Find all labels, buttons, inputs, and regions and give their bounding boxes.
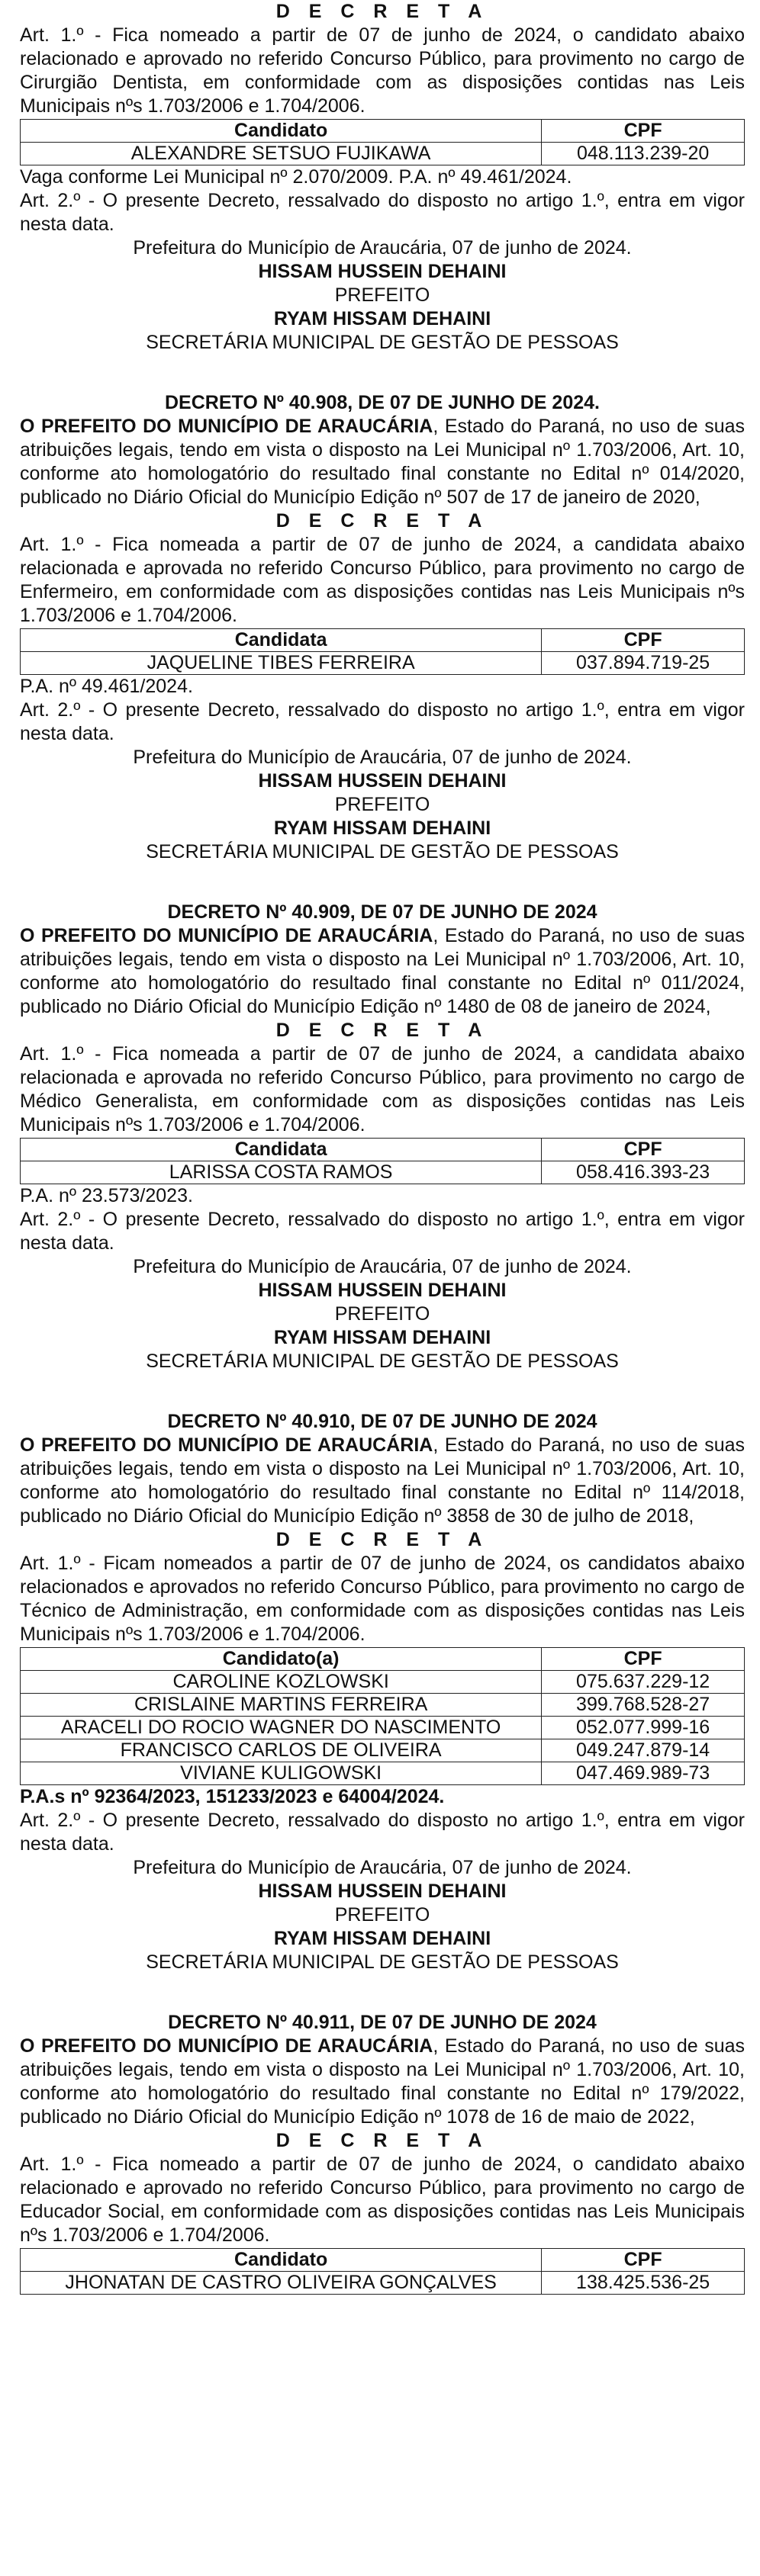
candidate-name: CAROLINE KOZLOWSKI (21, 1671, 542, 1694)
column-header-name: Candidato (21, 120, 542, 143)
candidate-name: JHONATAN DE CASTRO OLIVEIRA GONÇALVES (21, 2272, 542, 2295)
column-header-cpf: CPF (542, 2249, 745, 2272)
article-1: Art. 1.º - Fica nomeado a partir de 07 de junho de 2024, o candidato abaixo relacionado e aprovado no referido Concurso Público, para provimento no cargo de Cirurgião Dentista, em conformidade com as disposições contidas nas Leis Municipais nºs 1.703/2006 e 1.704/2006. (20, 24, 745, 117)
mayor-role: PREFEITO (334, 1904, 430, 1926)
decree-title: DECRETO Nº 40.910, DE 07 DE JUNHO DE 2024 (167, 1411, 597, 1432)
preamble-authority: O PREFEITO DO MUNICÍPIO DE ARAUCÁRIA (20, 1434, 433, 1456)
decree-section-3 (20, 901, 745, 1373)
decree-section-1 (20, 0, 745, 355)
secretary-role: SECRETÁRIA MUNICIPAL DE GESTÃO DE PESSOAS (146, 332, 619, 353)
column-header-cpf: CPF (542, 1139, 745, 1161)
candidate-cpf: 049.247.879-14 (542, 1739, 745, 1762)
place-date: Prefeitura do Município de Araucária, 07 de junho de 2024. (133, 1857, 632, 1878)
preamble-authority: O PREFEITO DO MUNICÍPIO DE ARAUCÁRIA (20, 2035, 433, 2057)
candidate-name: VIVIANE KULIGOWSKI (21, 1762, 542, 1785)
article-1: Art. 1.º - Ficam nomeados a partir de 07 de junho de 2024, os candidatos abaixo relacionados e aprovados no referido Concurso Público, para provimento no cargo de Técnico de Administração, em conformidade com as disposições contidas nas Leis Municipais nºs 1.703/2006 e 1.704/2006. (20, 1553, 745, 1645)
preamble-authority: O PREFEITO DO MUNICÍPIO DE ARAUCÁRIA (20, 925, 433, 946)
mayor-name: HISSAM HUSSEIN DEHAINI (258, 1881, 507, 1902)
secretary-role: SECRETÁRIA MUNICIPAL DE GESTÃO DE PESSOAS (146, 1951, 619, 1973)
candidate-name: ARACELI DO ROCIO WAGNER DO NASCIMENTO (21, 1717, 542, 1739)
article-1: Art. 1.º - Fica nomeada a partir de 07 de junho de 2024, a candidata abaixo relacionada e aprovada no referido Concurso Público, para provimento no cargo de Médico Generalista, em conformidade com as disposições contidas nas Leis Municipais nºs 1.703/2006 e 1.704/2006. (20, 1043, 745, 1135)
preamble (20, 924, 745, 1019)
candidate-cpf: 058.416.393-23 (542, 1161, 745, 1184)
table-row (21, 1694, 745, 1717)
mayor-name: HISSAM HUSSEIN DEHAINI (258, 261, 507, 282)
mayor-name: HISSAM HUSSEIN DEHAINI (258, 770, 507, 792)
secretary-name: RYAM HISSAM DEHAINI (273, 1327, 491, 1348)
column-header-cpf: CPF (542, 120, 745, 143)
preamble-text: , Estado do Paraná, no uso de suas atribuições legais, tendo em vista o disposto na Lei Municipal nº 1.703/2006, Art. 10, conforme ato homologatório do resultado final constante no Edital nº 114/2018, publicado no Diário Oficial do Município Edição nº 3858 de 30 de julho de 2018, (20, 1434, 745, 1527)
decreta-heading: D E C R E T A (275, 1020, 489, 1041)
candidate-table (20, 628, 745, 675)
preamble-text: , Estado do Paraná, no uso de suas atribuições legais, tendo em vista o disposto na Lei Municipal nº 1.703/2006, Art. 10, conforme ato homologatório do resultado final constante no Edital nº 014/2020, publicado no Diário Oficial do Município Edição nº 507 de 17 de janeiro de 2020, (20, 416, 745, 508)
candidate-name: JAQUELINE TIBES FERREIRA (21, 652, 542, 675)
decree-title: DECRETO Nº 40.908, DE 07 DE JUNHO DE 2024. (164, 392, 600, 413)
decreta-heading: D E C R E T A (275, 1, 489, 22)
article-1: Art. 1.º - Fica nomeada a partir de 07 de junho de 2024, a candidata abaixo relacionada e aprovada no referido Concurso Público, para provimento no cargo de Enfermeiro, em conformidade com as disposições contidas nas Leis Municipais nºs 1.703/2006 e 1.704/2006. (20, 534, 745, 626)
preamble-text: , Estado do Paraná, no uso de suas atribuições legais, tendo em vista o disposto na Lei Municipal nº 1.703/2006, Art. 10, conforme ato homologatório do resultado final constante no Edital nº 011/2024, publicado no Diário Oficial do Município Edição nº 1480 de 08 de janeiro de 2024, (20, 925, 745, 1017)
process-reference: P.A. nº 49.461/2024. (20, 676, 193, 697)
table-row (21, 652, 745, 675)
secretary-name: RYAM HISSAM DEHAINI (273, 817, 491, 839)
preamble-text: , Estado do Paraná, no uso de suas atribuições legais, tendo em vista o disposto na Lei Municipal nº 1.703/2006, Art. 10, conforme ato homologatório do resultado final constante no Edital nº 179/2022, publicado no Diário Oficial do Município Edição nº 1078 de 16 de maio de 2022, (20, 2035, 745, 2128)
decree-section-5 (20, 2011, 745, 2295)
article-2: Art. 2.º - O presente Decreto, ressalvado do disposto no artigo 1.º, entra em vigor nesta data. (20, 699, 745, 744)
process-reference: Vaga conforme Lei Municipal nº 2.070/2009. P.A. nº 49.461/2024. (20, 166, 572, 188)
table-row (21, 1739, 745, 1762)
table-row (21, 1717, 745, 1739)
candidate-cpf: 052.077.999-16 (542, 1717, 745, 1739)
article-2: Art. 2.º - O presente Decreto, ressalvado do disposto no artigo 1.º, entra em vigor nesta data. (20, 1810, 745, 1855)
place-date: Prefeitura do Município de Araucária, 07 de junho de 2024. (133, 1256, 632, 1277)
article-2: Art. 2.º - O presente Decreto, ressalvado do disposto no artigo 1.º, entra em vigor nesta data. (20, 1209, 745, 1254)
table-row (21, 1671, 745, 1694)
candidate-name: CRISLAINE MARTINS FERREIRA (21, 1694, 542, 1717)
process-reference: P.A. nº 23.573/2023. (20, 1185, 193, 1206)
table-row (21, 1762, 745, 1785)
candidate-table (20, 1647, 745, 1785)
mayor-role: PREFEITO (334, 794, 430, 815)
candidate-name: FRANCISCO CARLOS DE OLIVEIRA (21, 1739, 542, 1762)
candidate-cpf: 399.768.528-27 (542, 1694, 745, 1717)
candidate-cpf: 138.425.536-25 (542, 2272, 745, 2295)
secretary-name: RYAM HISSAM DEHAINI (273, 308, 491, 329)
preamble (20, 2035, 745, 2129)
candidate-cpf: 047.469.989-73 (542, 1762, 745, 1785)
column-header-name: Candidato(a) (21, 1648, 542, 1671)
article-2: Art. 2.º - O presente Decreto, ressalvado do disposto no artigo 1.º, entra em vigor nesta data. (20, 190, 745, 235)
decreta-heading: D E C R E T A (275, 1529, 489, 1550)
column-header-name: Candidata (21, 1139, 542, 1161)
preamble-authority: O PREFEITO DO MUNICÍPIO DE ARAUCÁRIA (20, 416, 433, 437)
decree-title: DECRETO Nº 40.911, DE 07 DE JUNHO DE 2024 (168, 2012, 597, 2033)
candidate-name: ALEXANDRE SETSUO FUJIKAWA (21, 143, 542, 165)
column-header-cpf: CPF (542, 1648, 745, 1671)
mayor-role: PREFEITO (334, 284, 430, 306)
candidate-table (20, 119, 745, 165)
process-reference: P.A.s nº 92364/2023, 151233/2023 e 64004/2024. (20, 1786, 445, 1807)
table-row (21, 143, 745, 165)
table-row (21, 2272, 745, 2295)
column-header-cpf: CPF (542, 629, 745, 652)
secretary-role: SECRETÁRIA MUNICIPAL DE GESTÃO DE PESSOAS (146, 841, 619, 862)
secretary-name: RYAM HISSAM DEHAINI (273, 1928, 491, 1949)
decree-section-2 (20, 391, 745, 864)
mayor-role: PREFEITO (334, 1303, 430, 1325)
decreta-heading: D E C R E T A (275, 510, 489, 532)
decree-section-4 (20, 1410, 745, 1974)
mayor-name: HISSAM HUSSEIN DEHAINI (258, 1280, 507, 1301)
candidate-cpf: 048.113.239-20 (542, 143, 745, 165)
candidate-table (20, 1138, 745, 1184)
candidate-table (20, 2248, 745, 2295)
preamble (20, 1434, 745, 1528)
article-1: Art. 1.º - Fica nomeado a partir de 07 de junho de 2024, o candidato abaixo relacionado e aprovado no referido Concurso Público, para provimento no cargo de Educador Social, em conformidade com as disposições contidas nas Leis Municipais nºs 1.703/2006 e 1.704/2006. (20, 2154, 745, 2246)
column-header-name: Candidata (21, 629, 542, 652)
decree-title: DECRETO Nº 40.909, DE 07 DE JUNHO DE 2024 (167, 901, 597, 923)
candidate-name: LARISSA COSTA RAMOS (21, 1161, 542, 1184)
candidate-cpf: 037.894.719-25 (542, 652, 745, 675)
place-date: Prefeitura do Município de Araucária, 07 de junho de 2024. (133, 747, 632, 768)
place-date: Prefeitura do Município de Araucária, 07 de junho de 2024. (133, 237, 632, 259)
preamble (20, 415, 745, 509)
candidate-cpf: 075.637.229-12 (542, 1671, 745, 1694)
secretary-role: SECRETÁRIA MUNICIPAL DE GESTÃO DE PESSOAS (146, 1351, 619, 1372)
table-row (21, 1161, 745, 1184)
decreta-heading: D E C R E T A (275, 2130, 489, 2151)
column-header-name: Candidato (21, 2249, 542, 2272)
